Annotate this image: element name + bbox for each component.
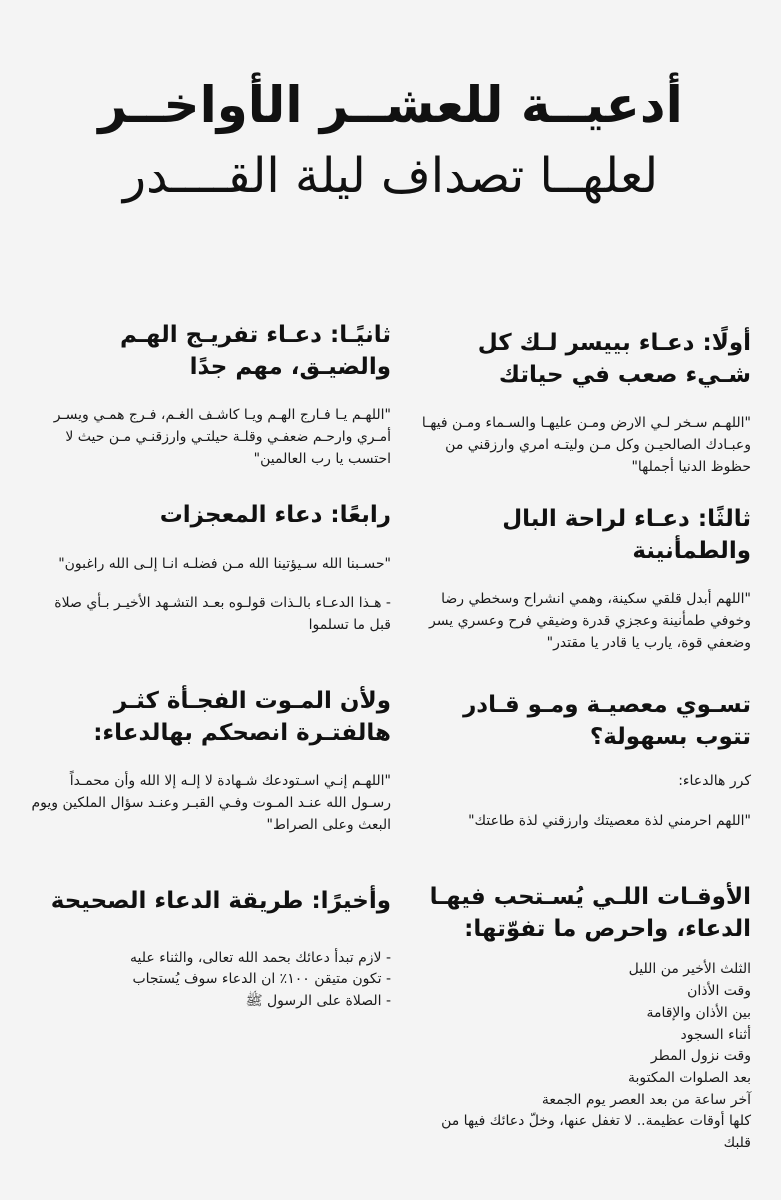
section-seventh: [416, 882, 751, 1155]
list-item: وقت الأذان: [687, 983, 751, 1000]
section-fifth-intro: كرر هالدعاء:: [678, 773, 751, 790]
list-item: كلها أوقات عظيمة.. لا تغفل عنها، وخلّ دعائك فيها من قلبك: [441, 1113, 751, 1151]
list-item: وقت نزول المطر: [650, 1048, 751, 1065]
section-sixth: [31, 686, 391, 837]
page-title: أدعيــة للعشــر الأواخــر: [98, 76, 683, 134]
section-second-heading: ثانيًـا: دعـاء تفريـج الهـم والضيـق، مهم جدًا: [120, 322, 391, 380]
section-third-text: "اللهم أبدل قلقي سكينة، وهمي انشراح وسخطي رضا وخوفي طمأنينة وعجزي قدرة وضيقي فرح وعسري يسر وضعفي قوة، يارب يا قادر يا مقتدر": [429, 591, 751, 651]
section-seventh-list: [416, 959, 751, 1154]
section-eighth-heading: وأخيرًا: طريقة الدعاء الصحيحة: [50, 888, 391, 914]
section-third: [416, 504, 751, 655]
list-item: آخر ساعة من بعد العصر يوم الجمعة: [541, 1091, 751, 1108]
section-eighth: [31, 886, 391, 1013]
list-item: بين الأذان والإقامة: [646, 1004, 751, 1021]
section-sixth-heading: ولأن المـوت الفجـأة كثـر هالفتـرة انصحكم بهالدعاء:: [93, 688, 391, 746]
section-second-text: "اللهـم يـا فـارج الهـم ويـا كاشـف الغـم، فـرج همـي ويسـر أمـري وارحـم ضعفـي وقلـة حيلتـي وارزقنـي مـن حيث لا احتسب يا رب العالمين": [53, 407, 391, 467]
section-sixth-text: "اللهـم إنـي اسـتودعك شـهادة لا إلـه إلا الله وأن محمـداً رسـول الله عنـد المـوت وفـي القبـر وعنـد سؤال الملكين ويوم البعث وعلى الصراط": [31, 773, 391, 833]
section-eighth-list: [31, 948, 391, 1013]
section-fifth-heading: تسـوي معصيـة ومـو قـادر تتوب بسهولة؟: [463, 692, 751, 750]
section-fourth-heading: رابعًا: دعاء المعجزات: [159, 502, 391, 528]
section-fifth-text: "اللهم احرمني لذة معصيتك وارزقني لذة طاعتك": [468, 813, 751, 830]
section-fourth-note: - هـذا الدعـاء بالـذات قولـوه بعـد التشـهد الأخيـر بـأي صلاة قبل ما تسلموا: [54, 595, 391, 634]
section-third-heading: ثالثًا: دعـاء لراحة البال والطمأنينة: [502, 506, 751, 564]
list-item: أثناء السجود: [680, 1026, 751, 1043]
list-item: - الصلاة على الرسول ﷺ: [245, 993, 391, 1010]
section-second: [31, 320, 391, 471]
section-seventh-heading: الأوقـات اللـي يُسـتحب فيهـا الدعاء، واحرص ما تفوّتها:: [429, 884, 751, 942]
section-fourth-text: "حسـبنا الله سـيؤتينا الله مـن فضلـه انـا إلـى الله راغبون": [58, 555, 391, 572]
list-item: - تكون متيقن ١٠٠٪ ان الدعاء سوف يُستجاب: [132, 971, 391, 988]
section-first-text: "اللهـم سـخر لـي الارض ومـن عليهـا والسـماء ومـن فيهـا وعبـادك الصالحيـن وكل مـن وليتـه امري وارزقني من حظوظ الدنيا أجملها": [421, 415, 751, 475]
section-fourth: [31, 500, 391, 637]
list-item: بعد الصلوات المكتوبة: [628, 1069, 751, 1086]
list-item: الثلث الأخير من الليل: [628, 961, 751, 978]
section-fifth: [416, 690, 751, 833]
list-item: - لازم تبدأ دعائك بحمد الله تعالى، والثناء عليه: [130, 949, 391, 966]
section-first-heading: أولًا: دعـاء بييسر لـك كل شـيء صعب في حياتك: [477, 330, 751, 388]
section-first: [416, 328, 751, 479]
page-subtitle: لعلهــا تصداف ليلة القــــدر: [122, 148, 659, 204]
